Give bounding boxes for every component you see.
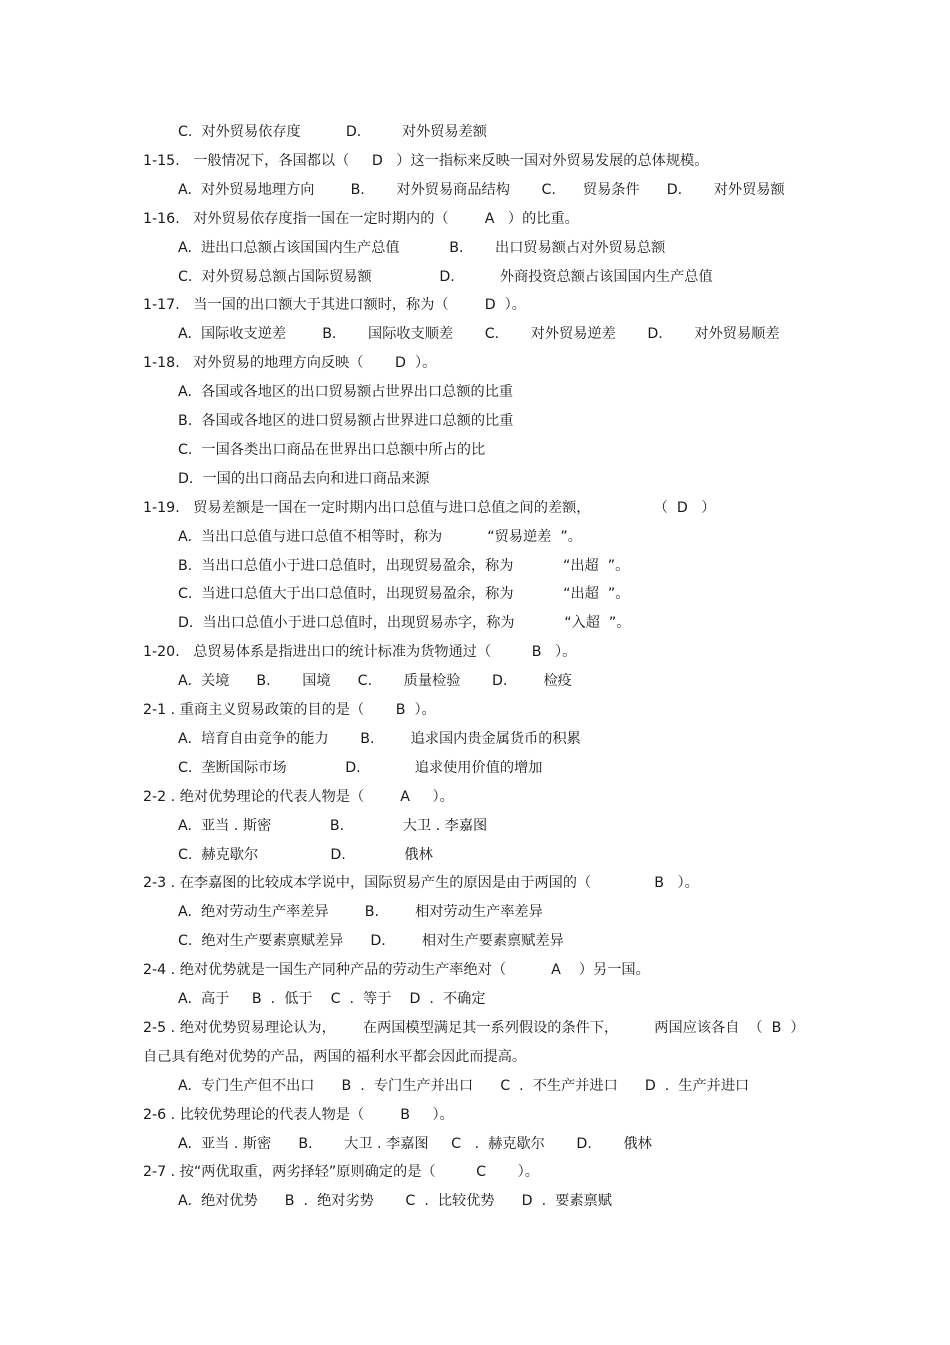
question-line: 2-2 . 绝对优势理论的代表人物是（ A ）。 [143, 788, 454, 805]
option-line: A. 亚当 . 斯密 B. 大卫 . 李嘉图 [178, 817, 488, 834]
option-line: A. 培育自由竞争的能力 B. 追求国内贵金属货币的积累 [178, 730, 581, 747]
option-line: C. 一国各类出口商品在世界出口总额中所占的比 [178, 441, 486, 458]
option-line: A. 绝对劳动生产率差异 B. 相对劳动生产率差异 [178, 904, 543, 921]
option-line: C. 当进口总值大于出口总值时，出现贸易盈余，称为 “出超 ”。 [178, 586, 630, 603]
option-line: C. 对外贸易总额占国际贸易额 D. 外商投资总额占该国国内生产总值 [178, 268, 713, 285]
question-line: 1-16. 对外贸易依存度指一国在一定时期内的（ A ）的比重。 [143, 210, 579, 227]
option-line: C. 赫克歇尔 D. 俄林 [178, 846, 433, 863]
option-line: A. 进出口总额占该国国内生产总值 B. 出口贸易额占对外贸易总额 [178, 239, 666, 256]
option-line: B. 当出口总值小于进口总值时，出现贸易盈余，称为 “出超 ”。 [178, 557, 630, 574]
question-line: 1-19. 贸易差额是一国在一定时期内出口总值与进口总值之间的差额， （ D ） [143, 499, 716, 516]
option-line: C. 绝对生产要素禀赋差异 D. 相对生产要素禀赋差异 [178, 933, 564, 950]
question-line: 自己具有绝对优势的产品，两国的福利水平都会因此而提高。 [143, 1048, 527, 1065]
question-line: 1-18. 对外贸易的地理方向反映（ D ）。 [143, 355, 437, 372]
question-line: 2-7 . 按“两优取重，两劣择轻”原则确定的是（ C ）。 [143, 1164, 539, 1181]
option-line: D. 一国的出口商品去向和进口商品来源 [178, 470, 430, 487]
question-line: 1-17. 当一国的出口额大于其进口额时，称为（ D ）。 [143, 297, 526, 314]
question-line: 2-4 . 绝对优势就是一国生产同种产品的劳动生产率绝对（ A ）另一国。 [143, 962, 650, 979]
question-line: 1-20. 总贸易体系是指进出口的统计标准为货物通过（ B ）。 [143, 644, 577, 661]
question-line: 2-3 . 在李嘉图的比较成本学说中，国际贸易产生的原因是由于两国的（ B ）。 [143, 875, 699, 892]
question-line: 2-6 . 比较优势理论的代表人物是（ B ）。 [143, 1106, 454, 1123]
option-line: A. 对外贸易地理方向 B. 对外贸易商品结构 C. 贸易条件 D. 对外贸易额 [178, 181, 785, 198]
question-line: 2-1 . 重商主义贸易政策的目的是（ B ）。 [143, 702, 436, 718]
option-line: D. 当出口总值小于进口总值时，出现贸易赤字，称为 “入超 ”。 [178, 615, 631, 632]
question-line: 2-5 . 绝对优势贸易理论认为， 在两国模型满足其一系列假设的条件下， 两国应该各自 （ B ） [143, 1019, 805, 1036]
option-line: A. 当出口总值与进口总值不相等时，称为 “贸易逆差 ”。 [178, 528, 582, 545]
option-line: A. 国际收支逆差 B. 国际收支顺差 C. 对外贸易逆差 D. 对外贸易顺差 [178, 326, 780, 343]
option-line: A. 高于 B . 低于 C . 等于 D . 不确定 [178, 991, 486, 1007]
question-line: 1-15. 一般情况下，各国都以（ D ）这一指标来反映一国对外贸易发展的总体规模。 [143, 152, 709, 169]
option-line: B. 各国或各地区的进口贸易额占世界进口总额的比重 [178, 413, 514, 429]
option-line: C. 垄断国际市场 D. 追求使用价值的增加 [178, 759, 543, 776]
option-line: A. 专门生产但不出口 B . 专门生产并出口 C . 不生产并进口 D . 生产并进口 [178, 1077, 750, 1094]
option-line: A. 绝对优势 B . 绝对劣势 C . 比较优势 D . 要素禀赋 [178, 1193, 612, 1210]
option-line: C. 对外贸易依存度 D. 对外贸易差额 [178, 124, 487, 140]
option-line: A. 亚当 . 斯密 B. 大卫 . 李嘉图 C . 赫克歇尔 D. 俄林 [178, 1135, 652, 1152]
option-line: A. 关境 B. 国境 C. 质量检验 D. 检疫 [178, 673, 572, 690]
option-line: A. 各国或各地区的出口贸易额占世界出口总额的比重 [178, 384, 514, 401]
